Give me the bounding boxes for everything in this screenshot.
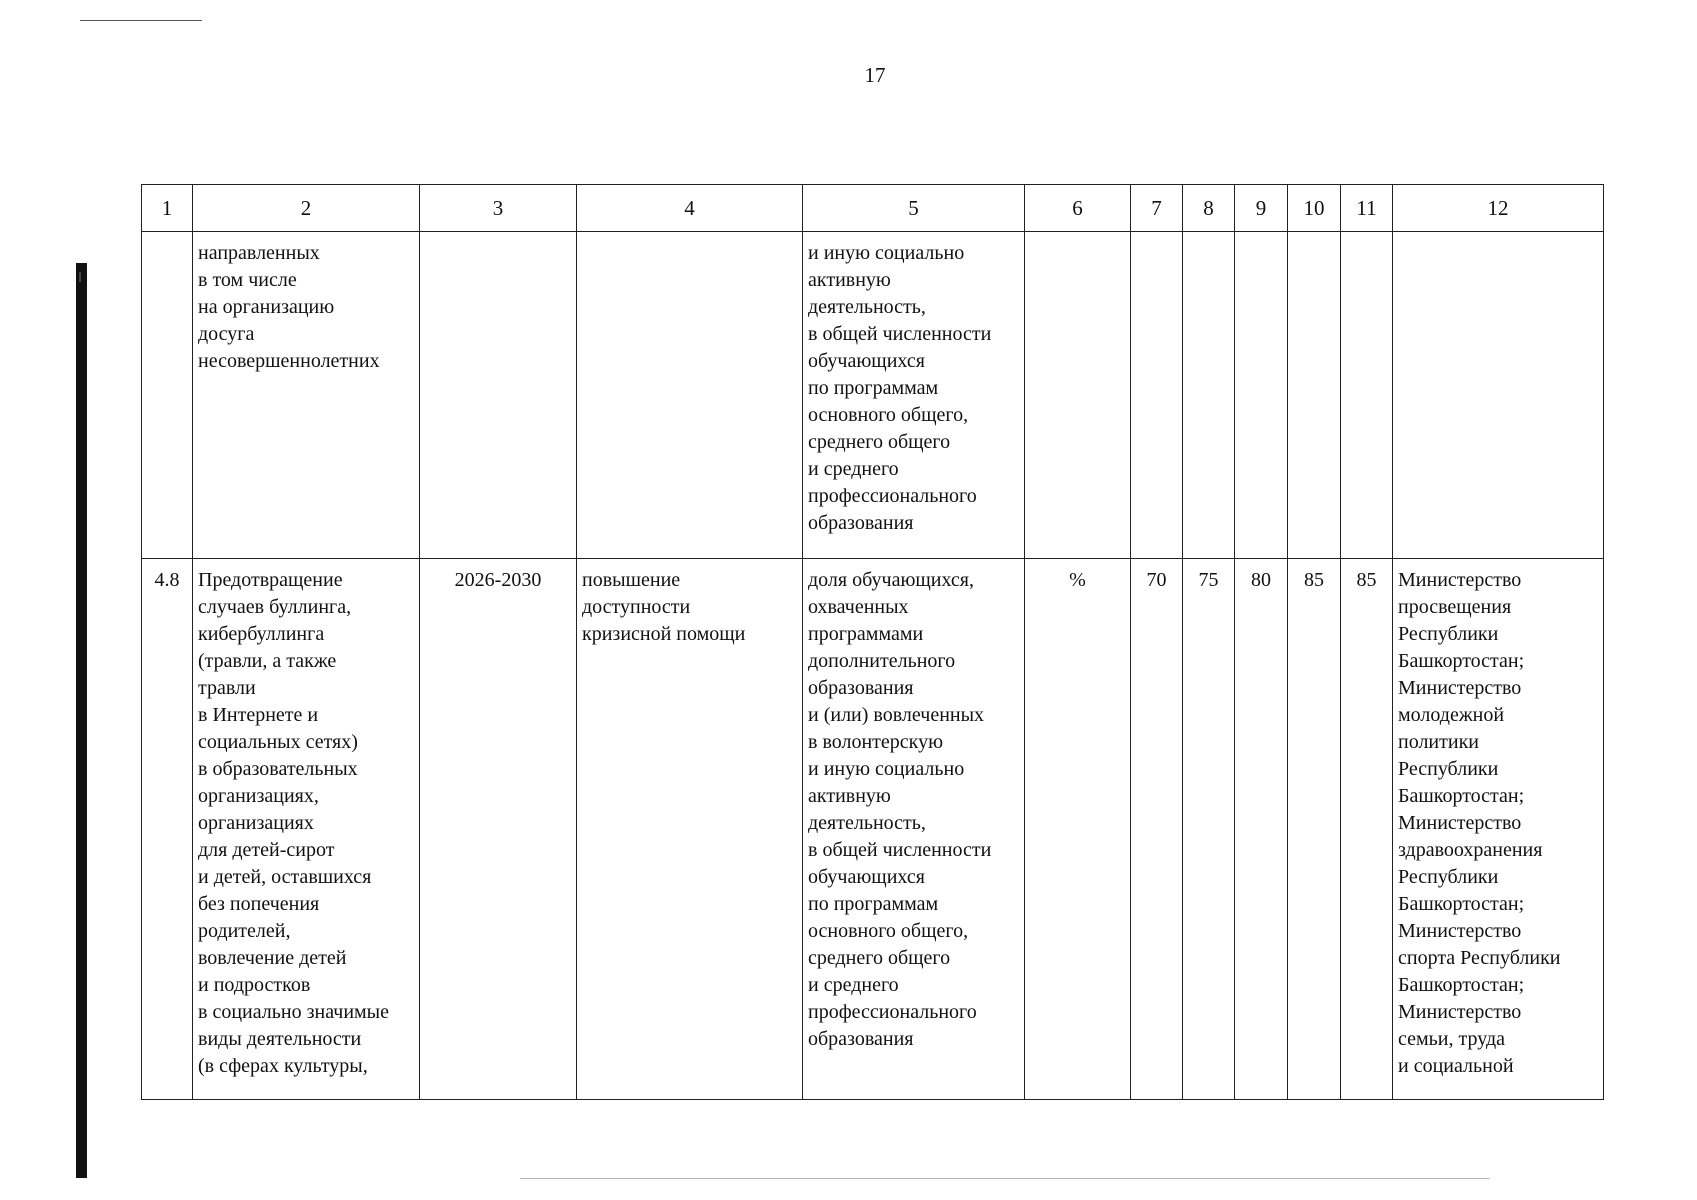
- cell-line: для детей-сирот: [198, 839, 335, 861]
- cell-line: основного общего,: [808, 404, 969, 426]
- cell-value: 75: [1183, 559, 1235, 1100]
- page-number: 17: [864, 63, 886, 87]
- table-row: [142, 559, 1604, 1100]
- cell-line: направленных: [198, 242, 320, 264]
- cell-line: активную: [808, 785, 891, 807]
- cell-line: активную: [808, 269, 891, 291]
- column-header: 5: [803, 185, 1025, 232]
- cell-line: несовершеннолетних: [198, 350, 380, 372]
- cell-period: [420, 232, 577, 559]
- cell-number: [142, 232, 193, 559]
- scan-artifact-line: [520, 1178, 1490, 1179]
- cell-line: в социально значимые: [198, 1001, 389, 1023]
- cell-measure: [193, 559, 420, 1100]
- cell-line: деятельность,: [808, 812, 926, 834]
- measures-table: [141, 184, 1604, 1100]
- cell-line: (травли, а также: [198, 650, 337, 672]
- cell-line: и (или) вовлеченных: [808, 704, 985, 726]
- cell-line: в образовательных: [198, 758, 358, 780]
- cell-line: виды деятельности: [198, 1028, 362, 1050]
- cell-line: образования: [808, 512, 914, 534]
- cell-line: вовлечение детей: [198, 947, 347, 969]
- cell-value: [1131, 232, 1183, 559]
- column-header: 1: [142, 185, 193, 232]
- cell-line: и иную социально: [808, 242, 965, 264]
- cell-line: организациях: [198, 812, 314, 834]
- cell-line: в общей численности: [808, 323, 992, 345]
- cell-line: среднего общего: [808, 947, 951, 969]
- cell-line: политики: [1398, 731, 1479, 753]
- cell-line: здравоохранения: [1398, 839, 1543, 861]
- scan-artifact-line: [80, 20, 202, 21]
- cell-line: травли: [198, 677, 256, 699]
- cell-line: в Интернете и: [198, 704, 319, 726]
- cell-line: социальных сетях): [198, 731, 358, 753]
- cell-measure: [193, 232, 420, 559]
- cell-line: случаев буллинга,: [198, 596, 352, 618]
- cell-line: Министерство: [1398, 812, 1522, 834]
- cell-line: Башкортостан;: [1398, 650, 1525, 672]
- table-header-row: [142, 185, 1604, 232]
- cell-line: доступности: [582, 596, 691, 618]
- cell-line: Республики: [1398, 866, 1499, 888]
- cell-line: и подростков: [198, 974, 311, 996]
- cell-value: 85: [1288, 559, 1341, 1100]
- table-row: [142, 232, 1604, 559]
- cell-line: Республики: [1398, 758, 1499, 780]
- cell-line: и иную социально: [808, 758, 965, 780]
- scan-artifact-tick: [79, 272, 81, 282]
- column-header: 11: [1341, 185, 1393, 232]
- cell-line: доля обучающихся,: [808, 569, 974, 591]
- cell-line: по программам: [808, 893, 939, 915]
- cell-line: Предотвращение: [198, 569, 343, 591]
- cell-line: Министерство: [1398, 1001, 1522, 1023]
- column-header: 9: [1235, 185, 1288, 232]
- cell-indicator: [803, 232, 1025, 559]
- cell-unit: %: [1025, 559, 1131, 1100]
- column-header: 10: [1288, 185, 1341, 232]
- cell-line: Башкортостан;: [1398, 974, 1525, 996]
- cell-line: родителей,: [198, 920, 291, 942]
- cell-line: семьи, труда: [1398, 1028, 1505, 1050]
- cell-line: и среднего: [808, 458, 899, 480]
- cell-line: среднего общего: [808, 431, 951, 453]
- cell-unit: [1025, 232, 1131, 559]
- cell-value: 85: [1341, 559, 1393, 1100]
- cell-line: в том числе: [198, 269, 297, 291]
- cell-line: на организацию: [198, 296, 335, 318]
- column-header: 7: [1131, 185, 1183, 232]
- cell-number: 4.8: [142, 559, 193, 1100]
- cell-line: дополнительного: [808, 650, 956, 672]
- cell-line: профессионального: [808, 485, 977, 507]
- cell-line: Министерство: [1398, 569, 1522, 591]
- cell-line: Башкортостан;: [1398, 785, 1525, 807]
- cell-line: охваченных: [808, 596, 909, 618]
- cell-value: 70: [1131, 559, 1183, 1100]
- cell-line: кибербуллинга: [198, 623, 325, 645]
- cell-line: организациях,: [198, 785, 319, 807]
- cell-executors: [1393, 232, 1604, 559]
- column-header: 4: [577, 185, 803, 232]
- cell-line: основного общего,: [808, 920, 969, 942]
- cell-line: и детей, оставшихся: [198, 866, 372, 888]
- cell-value: [1288, 232, 1341, 559]
- cell-line: программами: [808, 623, 924, 645]
- cell-result: [577, 559, 803, 1100]
- column-header: 8: [1183, 185, 1235, 232]
- cell-period: 2026-2030: [420, 559, 577, 1100]
- cell-line: обучающихся: [808, 350, 925, 372]
- cell-line: Башкортостан;: [1398, 893, 1525, 915]
- column-header: 2: [193, 185, 420, 232]
- cell-line: просвещения: [1398, 596, 1512, 618]
- cell-result: [577, 232, 803, 559]
- cell-line: Республики: [1398, 623, 1499, 645]
- cell-line: Министерство: [1398, 677, 1522, 699]
- cell-line: в общей численности: [808, 839, 992, 861]
- cell-executors: [1393, 559, 1604, 1100]
- cell-line: досуга: [198, 323, 255, 345]
- cell-line: и социальной: [1398, 1055, 1514, 1077]
- cell-line: по программам: [808, 377, 939, 399]
- cell-line: (в сферах культуры,: [198, 1055, 368, 1077]
- cell-indicator: [803, 559, 1025, 1100]
- cell-line: Министерство: [1398, 920, 1522, 942]
- cell-value: 80: [1235, 559, 1288, 1100]
- cell-line: повышение: [582, 569, 681, 591]
- cell-line: образования: [808, 1028, 914, 1050]
- cell-line: молодежной: [1398, 704, 1505, 726]
- cell-line: деятельность,: [808, 296, 926, 318]
- cell-line: и среднего: [808, 974, 899, 996]
- column-header: 3: [420, 185, 577, 232]
- column-header: 12: [1393, 185, 1604, 232]
- cell-line: в волонтерскую: [808, 731, 944, 753]
- cell-value: [1235, 232, 1288, 559]
- cell-line: профессионального: [808, 1001, 977, 1023]
- cell-line: без попечения: [198, 893, 320, 915]
- cell-value: [1341, 232, 1393, 559]
- cell-line: спорта Республики: [1398, 947, 1561, 969]
- cell-value: [1183, 232, 1235, 559]
- cell-line: обучающихся: [808, 866, 925, 888]
- cell-line: кризисной помощи: [582, 623, 746, 645]
- cell-line: образования: [808, 677, 914, 699]
- column-header: 6: [1025, 185, 1131, 232]
- scan-artifact-bar: [76, 263, 87, 1178]
